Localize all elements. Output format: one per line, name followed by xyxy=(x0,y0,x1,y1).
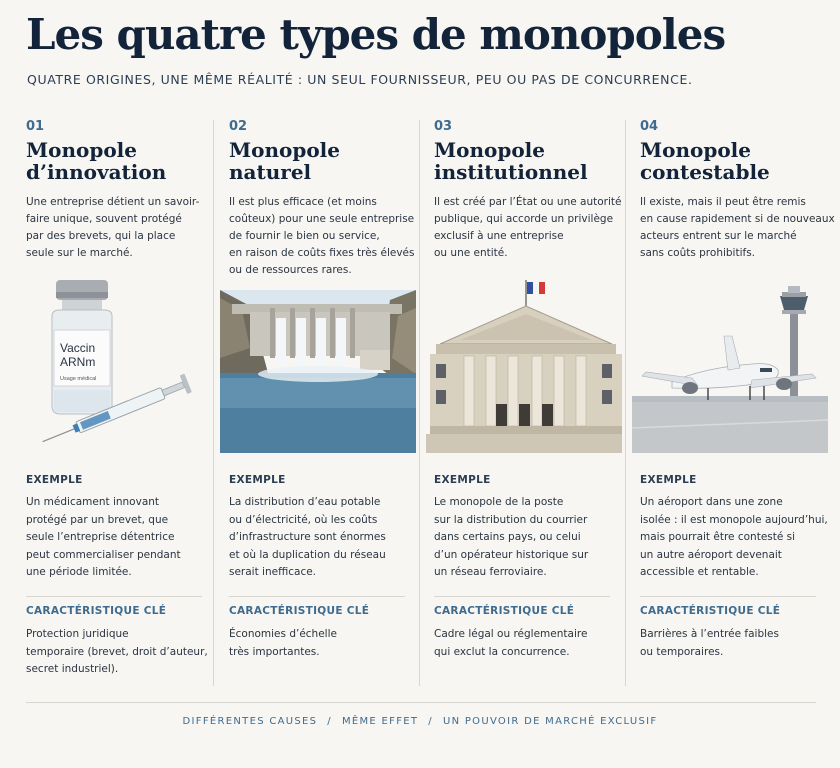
column-number: 03 xyxy=(434,119,453,134)
column-contestable xyxy=(640,118,836,688)
example-text xyxy=(26,494,218,582)
footer-tagline xyxy=(0,716,840,727)
key-line: secret industriel). xyxy=(26,663,119,675)
example-line: d’un opérateur historique sur xyxy=(434,548,589,561)
column-naturel xyxy=(229,118,425,688)
example-line: Le monopole de la poste xyxy=(434,496,564,508)
desc-line: exclusif à une entreprise xyxy=(434,230,564,242)
example-line: sur la distribution du courrier xyxy=(434,513,588,526)
key-line: Cadre légal ou réglementaire xyxy=(434,628,588,640)
footer-separator: / xyxy=(327,716,332,727)
footer-item: MÊME EFFET xyxy=(341,716,419,727)
footer-separator: / xyxy=(428,716,433,727)
example-line: un autre aéroport devenait xyxy=(640,548,782,561)
desc-line: de fournir le bien ou service, xyxy=(229,230,380,242)
desc-line: coûteux) pour une seule entreprise xyxy=(229,213,415,225)
desc-line: ou une entité. xyxy=(434,247,508,259)
column-heading xyxy=(640,139,840,183)
vial-label-line: Vaccin xyxy=(60,341,96,355)
key-line: très importantes. xyxy=(229,645,320,658)
airport-plane-tower-icon xyxy=(632,278,828,453)
heading-line: Monopole xyxy=(640,138,752,162)
key-label: CARACTÉRISTIQUE CLÉ xyxy=(640,605,781,617)
desc-line: ou de ressources rares. xyxy=(229,264,352,276)
example-label: EXEMPLE xyxy=(434,474,491,486)
example-line: Un aéroport dans une zone xyxy=(640,496,783,508)
vaccine-vial-syringe-icon xyxy=(26,278,222,453)
example-line: une période limitée. xyxy=(26,566,132,578)
key-line: ou temporaires. xyxy=(640,645,724,658)
key-label: CARACTÉRISTIQUE CLÉ xyxy=(434,605,575,617)
heading-line: Monopole xyxy=(434,138,546,162)
column-description xyxy=(26,194,222,262)
page-subtitle: QUATRE ORIGINES, UNE MÊME RÉALITÉ : UN SEUL FOURNISSEUR, PEU OU PAS DE CONCURRENCE. xyxy=(27,72,693,87)
desc-line: publique, qui accorde un privilège xyxy=(434,213,614,225)
desc-line: seule sur le marché. xyxy=(26,247,133,259)
desc-line: Il est plus efficace (et moins xyxy=(229,196,377,208)
key-label: CARACTÉRISTIQUE CLÉ xyxy=(229,605,370,617)
key-line: temporaire (brevet, droit d’auteur, xyxy=(26,645,208,658)
column-heading xyxy=(229,139,429,183)
desc-line: Il est créé par l’État ou une autorité xyxy=(434,196,622,208)
key-line: qui exclut la concurrence. xyxy=(434,645,570,658)
desc-line: acteurs entrent sur le marché xyxy=(640,230,797,242)
desc-line: en raison de coûts fixes très élevés xyxy=(229,247,415,259)
key-text xyxy=(229,626,421,661)
desc-line: en cause rapidement si de nouveaux xyxy=(640,213,835,225)
section-separator xyxy=(229,596,405,597)
example-line: et où la duplication du réseau xyxy=(229,548,386,561)
vial-small-label: Usage médical xyxy=(60,376,97,382)
example-text xyxy=(229,494,421,582)
key-line: Protection juridique xyxy=(26,628,129,640)
heading-line: d’innovation xyxy=(26,160,167,184)
column-heading xyxy=(434,139,634,183)
desc-line: sans coûts prohibitifs. xyxy=(640,247,756,259)
key-line: Économies d’échelle xyxy=(229,628,337,640)
heading-line: Monopole xyxy=(229,138,341,162)
footer-item: UN POUVOIR DE MARCHÉ EXCLUSIF xyxy=(442,716,658,727)
example-label: EXEMPLE xyxy=(640,474,697,486)
key-text xyxy=(434,626,626,661)
column-number: 02 xyxy=(229,119,248,134)
key-line: Barrières à l’entrée faibles xyxy=(640,628,779,640)
example-line: seule l’entreprise détentrice xyxy=(26,531,175,543)
example-line: un réseau ferroviaire. xyxy=(434,566,547,578)
vial-label-line: ARNm xyxy=(60,355,96,369)
column-institutionnel xyxy=(434,118,630,688)
column-number: 01 xyxy=(26,119,45,134)
section-separator xyxy=(26,596,202,597)
section-separator xyxy=(434,596,610,597)
example-line: protégé par un brevet, que xyxy=(26,513,169,526)
example-line: peut commercialiser pendant xyxy=(26,548,181,561)
example-label: EXEMPLE xyxy=(26,474,83,486)
column-heading xyxy=(26,139,226,183)
column-description xyxy=(434,194,630,262)
key-label: CARACTÉRISTIQUE CLÉ xyxy=(26,605,167,617)
column-description xyxy=(640,194,836,262)
example-line: La distribution d’eau potable xyxy=(229,496,381,508)
hydroelectric-dam-icon xyxy=(220,278,416,453)
example-line: d’infrastructure sont énormes xyxy=(229,531,386,543)
heading-line: contestable xyxy=(640,160,770,184)
example-line: isolée : il est monopole aujourd’hui, xyxy=(640,513,828,526)
example-line: Un médicament innovant xyxy=(26,496,160,508)
heading-line: naturel xyxy=(229,160,312,184)
example-line: dans certains pays, ou celui xyxy=(434,531,581,543)
example-text xyxy=(434,494,626,582)
key-text xyxy=(26,626,218,679)
column-description xyxy=(229,194,425,279)
example-line: serait inefficace. xyxy=(229,566,317,578)
desc-line: Il existe, mais il peut être remis xyxy=(640,196,806,208)
column-number: 04 xyxy=(640,119,659,134)
heading-line: Monopole xyxy=(26,138,138,162)
key-text xyxy=(640,626,832,661)
section-separator xyxy=(640,596,816,597)
footer-item: DIFFÉRENTES CAUSES xyxy=(182,716,318,727)
desc-line: faire unique, souvent protégé xyxy=(26,213,182,225)
example-line: ou d’électricité, où les coûts xyxy=(229,513,378,526)
government-building-flag-icon xyxy=(426,278,622,453)
example-line: accessible et rentable. xyxy=(640,566,759,578)
example-line: mais pourrait être contesté si xyxy=(640,531,796,543)
desc-line: Une entreprise détient un savoir- xyxy=(26,196,200,208)
example-text xyxy=(640,494,832,582)
footer-divider xyxy=(26,702,816,703)
heading-line: institutionnel xyxy=(434,160,588,184)
column-innovation xyxy=(26,118,222,688)
page-title: Les quatre types de monopoles xyxy=(26,10,726,59)
desc-line: par des brevets, qui la place xyxy=(26,230,176,242)
example-label: EXEMPLE xyxy=(229,474,286,486)
